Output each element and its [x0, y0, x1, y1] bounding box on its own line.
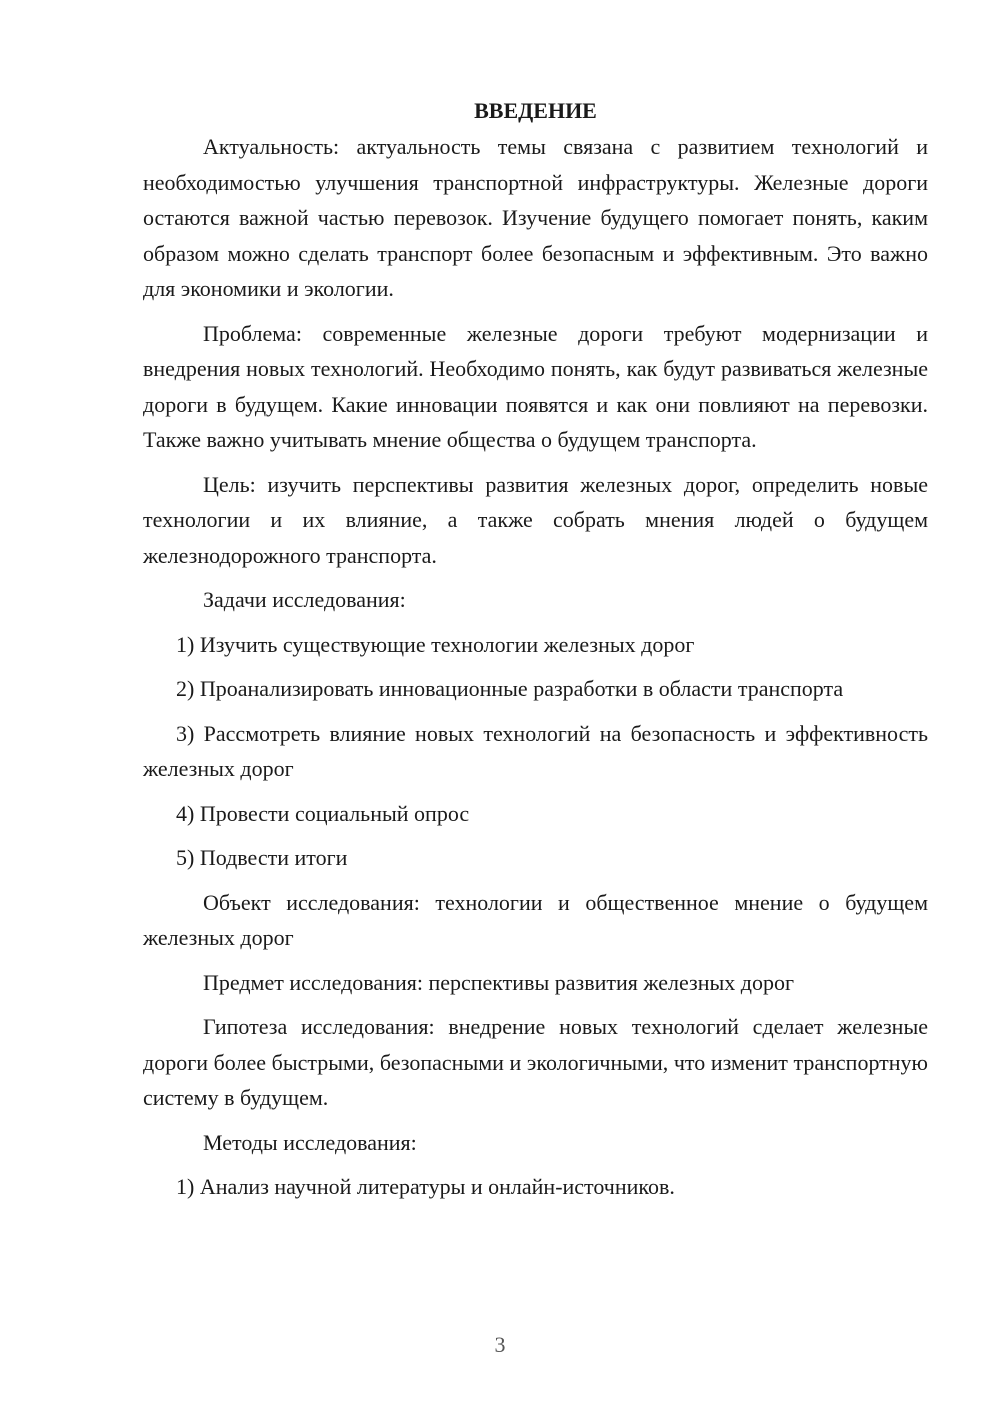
- document-page: [143, 94, 928, 1214]
- hypothesis-paragraph: Гипотеза исследования: внедрение новых технологий сделает железные дороги более быстрыми, безопасными и экологичными, что изменит транспортную систему в будущем.: [143, 1014, 928, 1110]
- section-heading: ВВЕДЕНИЕ: [474, 98, 597, 123]
- object-paragraph: Объект исследования: технологии и общественное мнение о будущем железных дорог: [143, 889, 928, 950]
- task-item-5: 5) Подвести итоги: [176, 845, 348, 870]
- method-item-1: 1) Анализ научной литературы и онлайн-источников.: [176, 1174, 675, 1199]
- problem-paragraph: Проблема: современные железные дороги требуют модернизации и внедрения новых технологий. Необходимо понять, как будут развиваться железные дороги в будущем. Какие инновации появятся и как они повлияют на перевозки. Также важно учитывать мнение общества о будущем транспорта.: [143, 320, 928, 452]
- subject-paragraph: Предмет исследования: перспективы развития железных дорог: [203, 969, 795, 995]
- task-item-1: 1) Изучить существующие технологии железных дорог: [176, 631, 695, 657]
- task-item-4: 4) Провести социальный опрос: [176, 800, 470, 826]
- task-item-2: 2) Проанализировать инновационные разработки в области транспорта: [176, 676, 844, 701]
- goal-paragraph: Цель: изучить перспективы развития железных дорог, определить новые технологии и их влияние, а также собрать мнения людей о будущем железнодорожного транспорта.: [143, 471, 928, 568]
- page-number: 3: [494, 1332, 506, 1357]
- task-item-3: 3) Рассмотреть влияние новых технологий на безопасность и эффективность железных дорог: [143, 720, 928, 781]
- tasks-heading: Задачи исследования:: [203, 587, 406, 612]
- methods-heading: Методы исследования:: [203, 1129, 417, 1155]
- relevance-paragraph: Актуальность: актуальность темы связана с развитием технологий и необходимостью улучшения транспортной инфраструктуры. Железные дороги остаются важной частью перевозок. Изучение будущего помогает понять, каким образом можно сделать транспорт более безопасным и эффективным. Это важно для экономики и экологии.: [143, 134, 928, 301]
